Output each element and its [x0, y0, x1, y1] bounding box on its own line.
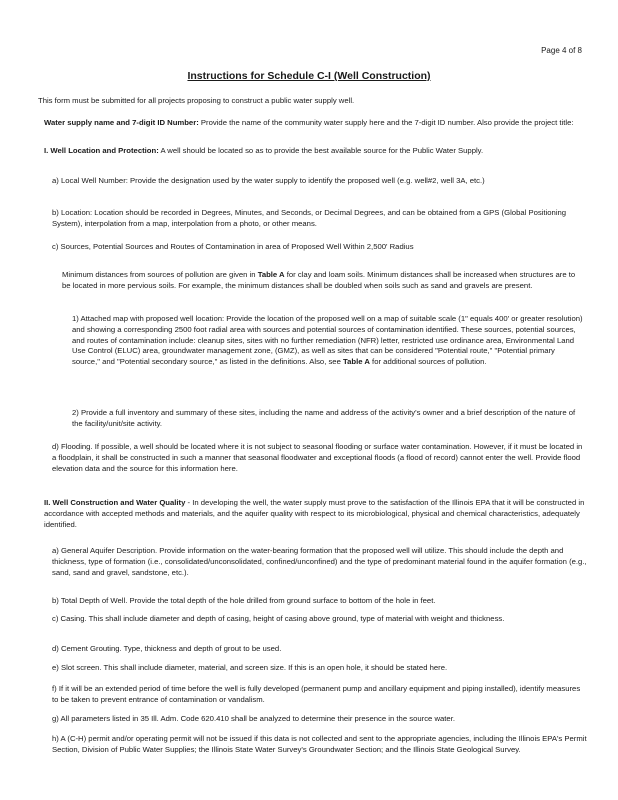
table-a-ref-1: Table A [257, 270, 285, 279]
item-2c: c) Casing. This shall include diameter and depth of casing, height of casing above ground, type of material with weight and thickness. [52, 614, 505, 623]
item-2f: f) If it will be an extended period of time before the well is fully developed (permanent pump and ancillary equipment and piping installed), identify measures to be taken to prevent entrance of contamination or vandalism. [52, 684, 581, 704]
item-2h: h) A (C-H) permit and/or operating permit will not be issued if this data is not collected and sent to the appropriate agencies, including the Illinois EPA's Permit Section, Division of Public Water Supplies; the Illinois State Water Survey's Groundwater Section; and the Illinois State Geological Survey. [52, 734, 587, 754]
section-2-intro [44, 498, 589, 530]
section-1-intro [44, 146, 589, 157]
item-1c-1-text-end: for additional sources of pollution. [369, 357, 487, 367]
min-distance-paragraph [62, 270, 584, 292]
page-title: Instructions for Schedule C-I (Well Construction) [187, 70, 431, 82]
item-1d: d) Flooding. If possible, a well should be located where it is not subject to seasonal flooding or surface water contamination. However, if it must be located in a floodplain, it shall be constructed in such a manner that seasonal floodwater and exceptional floods (a flood of record) cannot enter the well. Provide flood elevation data and the source for this information here. [52, 442, 583, 473]
page-number: Page 4 of 8 [541, 46, 582, 55]
item-1c-2: 2) Provide a full inventory and summary of these sites, including the name and address of the activity's owner and a brief description of the nature of the facility/unit/site activity. [72, 408, 576, 428]
table-a-ref-2: Table A [343, 357, 370, 367]
item-1a: a) Local Well Number: Provide the designation used by the water supply to identify the proposed well (e.g. well#2, well 3A, etc.) [52, 176, 485, 185]
item-1c: c) Sources, Potential Sources and Routes of Contamination in area of Proposed Well Within 2,500' Radius [52, 242, 414, 251]
min-distance-text-2: for clay and loam soils. Minimum distances shall be increased when structures are to be located in more pervious soils. For example, the minimum distances shall be doubled when soils such as sand and gravels are present. [62, 270, 576, 290]
supply-text: Provide the name of the community water supply here and the 7-digit ID number. Also provide the project title: [198, 118, 574, 127]
item-1c-1 [72, 314, 584, 368]
supply-label: Water supply name and 7-digit ID Number: [44, 118, 199, 127]
item-2b: b) Total Depth of Well. Provide the total depth of the hole drilled from ground surface to bottom of the hole in feet. [52, 596, 436, 605]
section-1-heading: I. Well Location and Protection: [44, 146, 159, 155]
item-1b: b) Location: Location should be recorded in Degrees, Minutes, and Seconds, or Decimal Degrees, and can be obtained from a GPS (Global Positioning System), interpolation from a map, interpolation from a photo, or other means. [52, 208, 567, 228]
item-2a: a) General Aquifer Description. Provide information on the water-bearing formation that the proposed well will utilize. This should include the depth and thickness, type of formation (i.e., consolidated/unconsolidated, confined/unconfined) and the type of predominant material found in the aquifer formation (e.g., sand, sand and gravel, sandstone, etc.). [52, 546, 587, 577]
item-2g: g) All parameters listed in 35 Ill. Adm. Code 620.410 shall be analyzed to determine their presence in the source water. [52, 714, 455, 723]
min-distance-text-1: Minimum distances from sources of pollution are given in [62, 270, 258, 279]
intro-text: This form must be submitted for all projects proposing to construct a public water supply well. [38, 96, 355, 105]
section-2-text: - In developing the well, the water supply must prove to the satisfaction of the Illinois EPA that it will be constructed in accordance with accepted methods and materials, and the aquifer quality with respect to its microbiological, physical and chemical characteristics, adequately identified. [44, 498, 585, 529]
item-1c-1-text: 1) Attached map with proposed well location: Provide the location of the proposed well on a map of suitable scale (1" equals 400' or greater resolution) and showing a corresponding 2500 foot radial area with sources and potential sources of contamination identified. These sources, potential sources, and routes of contamination include: cleanup sites, sites with no further remediation (NFR) letter, restricted use ordinance area, Environmental Land Use Control (ELUC) area, groundwater management zone, (GMZ), as well as sites that can be considered "Potential route," "Potential primary source," and "Potential secondary source," as listed in the definitions. Also, see [72, 314, 583, 367]
item-2d: d) Cement Grouting. Type, thickness and depth of grout to be used. [52, 644, 282, 653]
section-2-heading: II. Well Construction and Water Quality [44, 498, 186, 507]
supply-name-paragraph [44, 118, 589, 129]
section-1-text: A well should be located so as to provide the best available source for the Public Water Supply. [158, 146, 484, 155]
item-2e: e) Slot screen. This shall include diameter, material, and screen size. If this is an open hole, it should be stated here. [52, 663, 448, 672]
